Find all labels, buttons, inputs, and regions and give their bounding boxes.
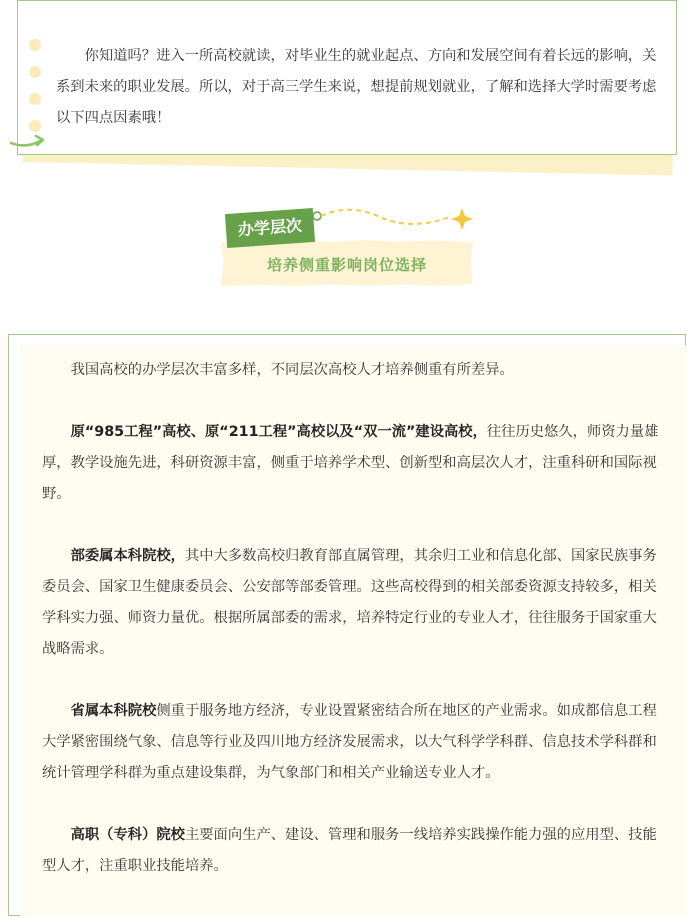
paragraph-bold: 原“985工程”高校、原“211工程”高校以及“双一流”建设高校， — [70, 424, 487, 440]
dot-icon — [29, 93, 41, 105]
paragraph-text: 其中大多数高校归教育部直属管理，其余归工业和信息化部、国家民族事务委员会、国家卫生健康委员会、公安部等部委管理。这些高校得到的相关部委资源支持较多，相关学科实力强、师资力量优。根据所属部委的需求，培养特定行业的专业人才，往往服务于国家重大战略需求。 — [42, 548, 657, 657]
paragraph-5 — [42, 820, 667, 882]
paragraph-text: 主要面向生产、建设、管理和服务一线培养实践操作能力强的应用型、技能型人才，注重职业技能培养。 — [42, 827, 657, 874]
intro-card — [17, 0, 677, 155]
curved-arrow-icon — [9, 130, 49, 150]
dot-icon — [29, 39, 41, 51]
content-text — [42, 355, 667, 882]
paragraph-bold: 省属本科院校 — [70, 703, 157, 719]
dashed-line-star-icon — [310, 205, 475, 240]
paragraph-text: 往往历史悠久，师资力量雄厚，教学设施先进，科研资源丰富，侧重于培养学术型、创新型和高层次人才，注重科研和国际视野。 — [42, 424, 659, 502]
dot-icon — [29, 66, 41, 78]
paragraph-bold: 部委属本科院校， — [70, 548, 185, 564]
section-subtitle: 培养侧重影响岗位选择 — [266, 256, 427, 274]
paragraph-3 — [42, 541, 667, 665]
paragraph-bold: 高职（专科）院校 — [70, 827, 185, 843]
paragraph-text: 侧重于服务地方经济，专业设置紧密结合所在地区的产业需求。如成都信息工程大学紧密围绕气象、信息等行业及四川地方经济发展需求，以大气科学学科群、信息技术学科群和统计管理学科群为重点建设集群，为气象部门和相关产业输送专业人才。 — [42, 703, 657, 781]
paragraph-2 — [42, 417, 667, 510]
paragraph-text: 我国高校的办学层次丰富多样，不同层次高校人才培养侧重有所差异。 — [70, 362, 514, 378]
paragraph-1 — [42, 355, 667, 386]
paragraph-4 — [42, 696, 667, 789]
section-tag: 办学层次 — [225, 208, 315, 248]
intro-text: 你知道吗？进入一所高校就读，对毕业生的就业起点、方向和发展空间有着长远的影响，关系到未来的职业发展。所以，对于高三学生来说，想提前规划就业，了解和选择大学时需要考虑以下四点因素哦！ — [56, 48, 657, 126]
